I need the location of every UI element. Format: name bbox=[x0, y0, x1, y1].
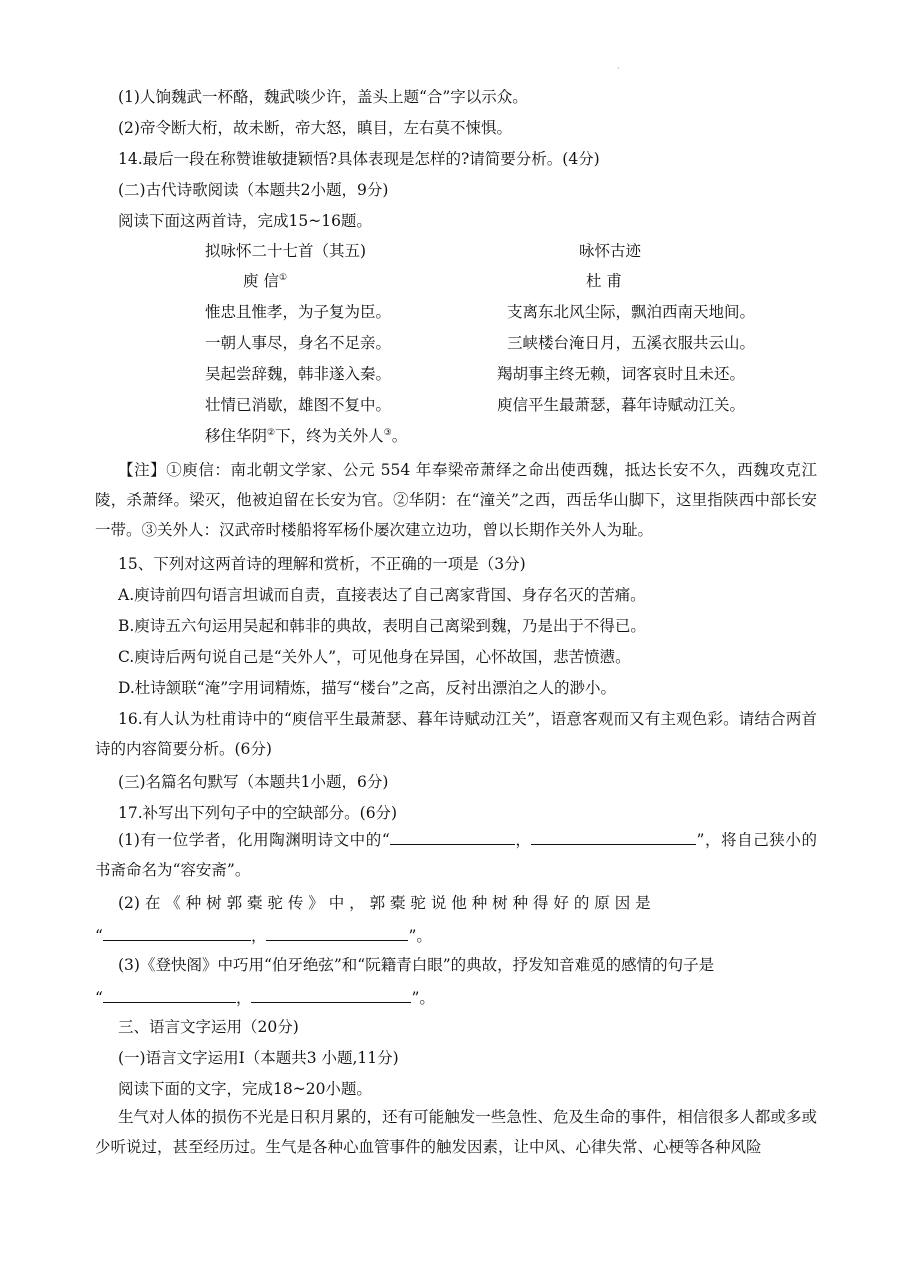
answer-blank[interactable] bbox=[531, 828, 696, 845]
answer-blank[interactable] bbox=[103, 924, 251, 941]
poetry-instructions: 阅读下面这两首诗，完成15~16题。 bbox=[118, 212, 372, 230]
section-ancient-poetry: (二)古代诗歌阅读（本题共2小题，9分) bbox=[118, 181, 389, 199]
answer-blank[interactable] bbox=[390, 828, 515, 845]
poem2-author: 杜 甫 bbox=[586, 272, 622, 290]
poem1-line: 吴起尝辞魏，韩非遂入秦。 bbox=[205, 365, 392, 383]
poem1-line: 壮情已消歇，雄图不复中。 bbox=[205, 396, 392, 414]
section-language-use-1: (一)语言文字运用Ⅰ（本题共3 小题,11分) bbox=[118, 1049, 399, 1067]
answer-blank[interactable] bbox=[251, 986, 411, 1003]
question-15: 15、下列对这两首诗的理解和赏析，不正确的一项是（3分) bbox=[118, 555, 526, 573]
poem-footnotes: 【注】①庾信：南北朝文学家、公元 554 年奉梁帝萧绎之命出使西魏，抵达长安不久，西魏攻克江陵，杀萧绎。梁灭，他被迫留在长安为官。②华阴：在“潼关”之西，西岳华山脚下，这里指陕西中部长安一带。③关外人：汉武帝时楼船将军杨仆屡次建立边功，曾以长期作关外人为耻。 bbox=[95, 461, 817, 539]
q15-option-a: A.庾诗前四句语言坦诚而自责，直接表达了自己离家背国、身存名灭的苦痛。 bbox=[118, 586, 646, 604]
q17-item-3-stem: (3)《登快阁》中巧用“伯牙绝弦”和“阮籍青白眼”的典故，抒发知音难觅的感情的句子是 bbox=[118, 956, 715, 974]
poem1-line: 惟忠且惟孝，为子复为臣。 bbox=[205, 303, 392, 321]
poem2-line: 羯胡事主终无赖，词客哀时且未还。 bbox=[497, 365, 746, 383]
q15-option-d: D.杜诗颔联“淹”字用词精炼，描写“楼台”之高，反衬出漂泊之人的渺小。 bbox=[118, 679, 617, 697]
answer-blank[interactable] bbox=[103, 986, 236, 1003]
q17-item-3-answer: “ ， ”。 bbox=[95, 986, 435, 1008]
question-14: 14.最后一段在称赞谁敏捷颖悟?具体表现是怎样的?请简要分析。(4分) bbox=[118, 150, 600, 168]
passage-instructions: 阅读下面的文字，完成18~20小题。 bbox=[118, 1080, 372, 1098]
section-famous-lines: (三)名篇名句默写（本题共1小题，6分) bbox=[118, 773, 389, 791]
q17-item-2-answer: “ ， ”。 bbox=[95, 924, 432, 946]
poem1-title: 拟咏怀二十七首（其五) bbox=[205, 242, 367, 260]
poem1-author: 庾 信① bbox=[243, 272, 288, 290]
q13-sentence-2: (2)帝令断大桁，故未断，帝大怒，瞋目，左右莫不悚惧。 bbox=[118, 119, 512, 137]
poem1-line-last: 移住华阴②下，终为关外人③。 bbox=[205, 427, 408, 445]
footnote-mark-2: ② bbox=[267, 427, 276, 438]
poem2-line: 支离东北风尘际，飘泊西南天地间。 bbox=[507, 303, 756, 321]
page-mark: · bbox=[617, 64, 620, 73]
poem2-line: 三峡楼台淹日月，五溪衣服共云山。 bbox=[507, 334, 756, 352]
q15-option-b: B.庾诗五六句运用吴起和韩非的典故，表明自己离梁到魏，乃是出于不得已。 bbox=[118, 617, 646, 635]
poem2-line: 庾信平生最萧瑟，暮年诗赋动江关。 bbox=[497, 396, 746, 414]
footnote-mark-1: ① bbox=[278, 272, 288, 283]
poem2-title: 咏怀古迹 bbox=[579, 242, 642, 260]
poem1-line: 一朝人事尽，身名不足亲。 bbox=[205, 334, 392, 352]
q17-item-2-stem: (2) 在 《 种 树 郭 橐 驼 传 》 中 ， 郭 橐 驼 说 他 种 树 种 得 好 的 原 因 是 bbox=[118, 894, 651, 912]
q13-sentence-1: (1)人饷魏武一杯酪，魏武啖少许，盖头上题“合”字以示众。 bbox=[118, 88, 528, 106]
part-3-heading: 三、语言文字运用（20分) bbox=[118, 1018, 299, 1036]
question-16: 16.有人认为杜甫诗中的“庾信平生最萧瑟、暮年诗赋动江关”，语意客观而又有主观色彩。请结合两首诗的内容简要分析。(6分) bbox=[95, 710, 817, 758]
reading-passage: 生气对人体的损伤不光是日积月累的，还有可能触发一些急性、危及生命的事件，相信很多人都或多或少听说过，甚至经历过。生气是各种心血管事件的触发因素，让中风、心律失常、心梗等各种风险 bbox=[95, 1108, 817, 1156]
answer-blank[interactable] bbox=[266, 924, 408, 941]
footnote-mark-3: ③ bbox=[383, 427, 392, 438]
q17-item-1: (1)有一位学者，化用陶渊明诗文中的“ ， ”，将自己狭小的书斋命名为“容安斋”。 bbox=[95, 825, 817, 885]
q15-option-c: C.庾诗后两句说自己是“关外人”，可见他身在异国，心怀故国，悲苦愤懑。 bbox=[118, 648, 631, 666]
question-17: 17.补写出下列句子中的空缺部分。(6分) bbox=[118, 804, 398, 822]
